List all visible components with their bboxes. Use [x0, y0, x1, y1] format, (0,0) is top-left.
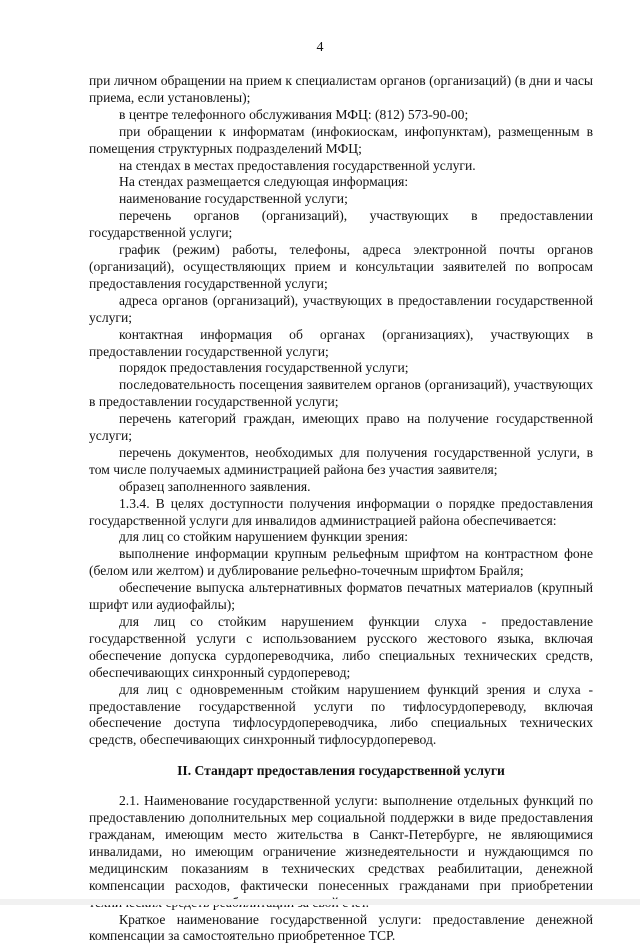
paragraph-1: при личном обращении на прием к специалистам органов (организаций) (в дни и часы приема, если установлены);: [89, 73, 593, 107]
paragraph-13: перечень категорий граждан, имеющих право на получение государственной услуги;: [89, 411, 593, 445]
section-paragraph-1: 2.1. Наименование государственной услуги: выполнение отдельных функций по предоставлению дополнительных мер социальной поддержки в виде предоставления гражданам, имеющим место жительства в Санкт-Петербурге, не являющимися инвалидами, но имеющим ограничение жизнедеятельности и нуждающимся по медицинским показаниям в технических средствах реабилитации, денежной компенсации расходов, фактически понесенных гражданами при приобретении: [89, 793, 593, 911]
paragraph-8: график (режим) работы, телефоны, адреса электронной почты органов (организаций), осуществляющих прием и консультации заявителей по вопросам предоставления государственной услуги;: [89, 242, 593, 293]
paragraph-7: перечень органов (организаций), участвующих в предоставлении государственной услуги;: [89, 208, 593, 242]
paragraph-16: 1.3.4. В целях доступности получения информации о порядке предоставления государственной услуги для инвалидов администрацией района обеспечивается:: [89, 496, 593, 530]
paragraph-21: для лиц с одновременным стойким нарушением функций зрения и слуха - предоставление государственной услуги по тифлосурдопереводу, включая обеспечение доступа тифлосурдопереводчика, либо специальных технических средств, обеспечивающих синхронный тифлосурдоперевод.: [89, 682, 593, 750]
paragraph-3: при обращении к информатам (инфокиоскам, инфопунктам), размещенным в помещения структурных подразделений МФЦ;: [89, 124, 593, 158]
paragraph-10: контактная информация об органах (организациях), участвующих в предоставлении государственной услуги;: [89, 327, 593, 361]
document-body: [89, 73, 593, 945]
paragraph-19: обеспечение выпуска альтернативных форматов печатных материалов (крупный шрифт или аудиофайлы);: [89, 580, 593, 614]
paragraph-17: для лиц со стойким нарушением функции зрения:: [89, 529, 593, 546]
paragraph-4: на стендах в местах предоставления государственной услуги.: [89, 158, 593, 175]
paragraph-18: выполнение информации крупным рельефным шрифтом на контрастном фоне (белом или желтом) и дублирование рельефно-точечным шрифтом Брайля;: [89, 546, 593, 580]
paragraph-9: адреса органов (организаций), участвующих в предоставлении государственной услуги;: [89, 293, 593, 327]
section-heading: II. Стандарт предоставления государственной услуги: [89, 763, 593, 780]
page-number: 4: [0, 40, 640, 56]
paragraph-15: образец заполненного заявления.: [89, 479, 593, 496]
page-bottom-edge: [0, 899, 640, 905]
paragraph-2: в центре телефонного обслуживания МФЦ: (812) 573-90-00;: [89, 107, 593, 124]
paragraph-11: порядок предоставления государственной услуги;: [89, 360, 593, 377]
paragraph-14: перечень документов, необходимых для получения государственной услуги, в том числе получаемых администрацией района без участия заявителя;: [89, 445, 593, 479]
section-paragraph-2: Краткое наименование государственной услуги: предоставление денежной компенсации за самостоятельно приобретенное ТСР.: [89, 912, 593, 945]
paragraph-5: На стендах размещается следующая информация:: [89, 174, 593, 191]
paragraph-6: наименование государственной услуги;: [89, 191, 593, 208]
paragraph-12: последовательность посещения заявителем органов (организаций), участвующих в предоставлении государственной услуги;: [89, 377, 593, 411]
paragraph-20: для лиц со стойким нарушением функции слуха - предоставление государственной услуги с использованием русского жестового языка, включая обеспечение допуска сурдопереводчика, либо специальных технических средств, обеспечивающих синхронный сурдоперевод;: [89, 614, 593, 682]
